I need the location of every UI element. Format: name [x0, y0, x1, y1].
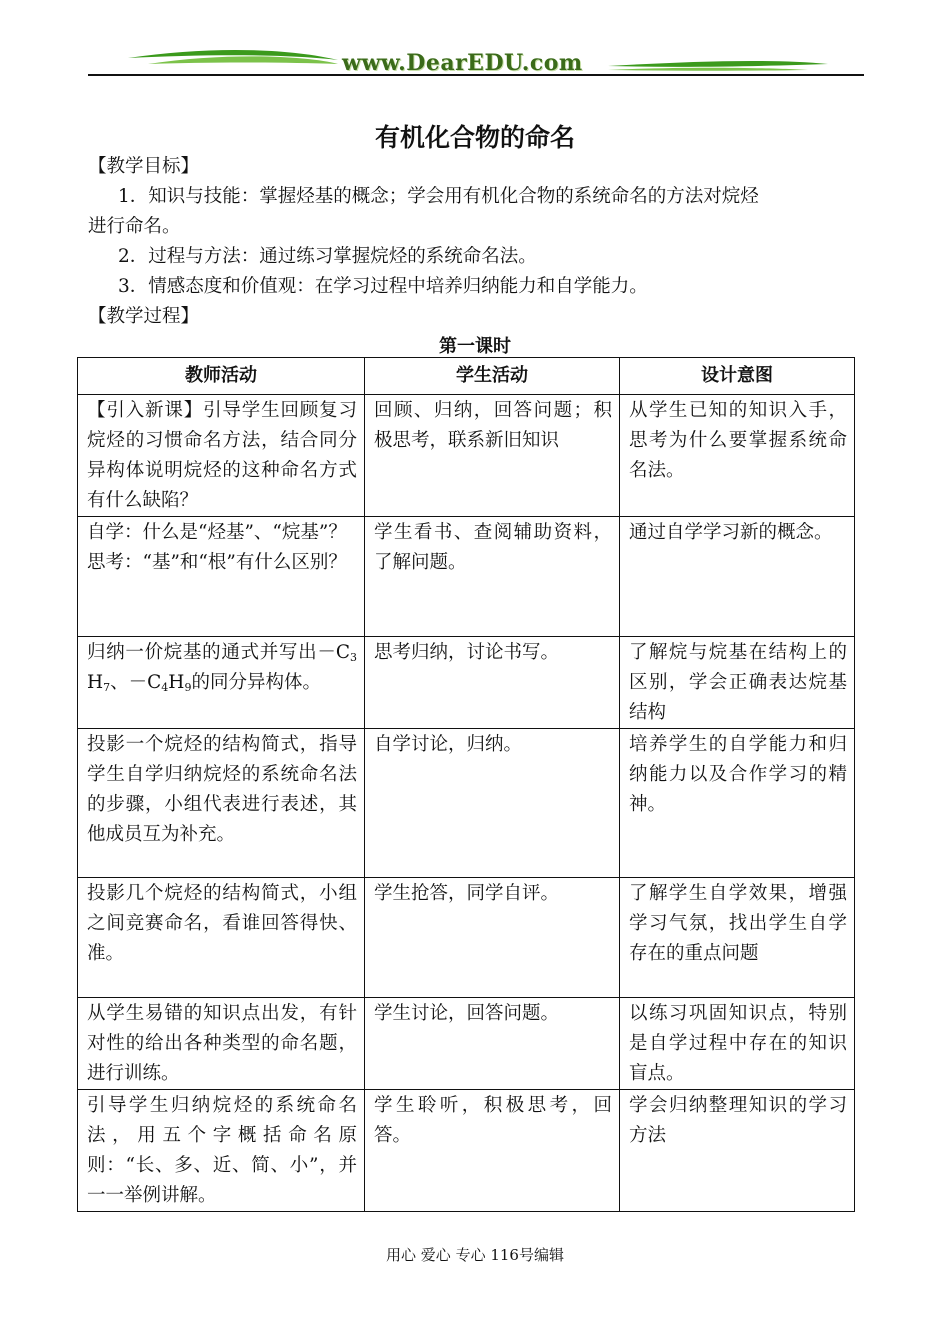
student-activity-cell: 学生讨论，回答问题。 — [365, 998, 620, 1090]
column-header-student: 学生活动 — [365, 358, 620, 395]
student-activity-cell: 学生聆听，积极思考，回答。 — [365, 1090, 620, 1212]
teacher-activity-cell: 从学生易错的知识点出发，有针对性的给出各种类型的命名题，进行训练。 — [78, 998, 365, 1090]
header-rule — [88, 74, 864, 76]
design-intent-cell: 通过自学学习新的概念。 — [620, 517, 855, 637]
formula-text: 归纳一价烷基的通式并写出－C — [87, 642, 350, 663]
objective-3: 3．情感态度和价值观：在学习过程中培养归纳能力和自学能力。 — [118, 276, 648, 297]
design-intent-cell: 了解学生自学效果，增强学习气氛，找出学生自学存在的重点问题 — [620, 878, 855, 998]
objective-1-line-2: 进行命名。 — [88, 216, 181, 237]
formula-subscript: 4 — [161, 681, 169, 694]
table-row — [78, 395, 855, 517]
formula-text: H — [87, 672, 104, 693]
teacher-activity-cell: 投影一个烷烃的结构简式，指导学生自学归纳烷烃的系统命名法的步骤，小组代表进行表述，其他成员互为补充。 — [78, 729, 365, 878]
teacher-activity-cell: 投影几个烷烃的结构简式，小组之间竞赛命名，看谁回答得快、准。 — [78, 878, 365, 998]
design-intent-cell: 培养学生的自学能力和归纳能力以及合作学习的精神。 — [620, 729, 855, 878]
table-row — [78, 517, 855, 637]
formula-text: H — [168, 672, 185, 693]
process-heading: 【教学过程】 — [88, 306, 200, 327]
lesson-title: 第一课时 — [439, 336, 511, 357]
teacher-activity-cell — [78, 637, 365, 729]
table-row — [78, 878, 855, 998]
design-intent-cell: 以练习巩固知识点，特别是自学过程中存在的知识盲点。 — [620, 998, 855, 1090]
student-activity-cell: 学生抢答，同学自评。 — [365, 878, 620, 998]
design-intent-cell: 从学生已知的知识入手，思考为什么要掌握系统命名法。 — [620, 395, 855, 517]
objective-2: 2．过程与方法：通过练习掌握烷烃的系统命名法。 — [118, 246, 537, 267]
page-footer: 用心 爱心 专心 116号编辑 — [386, 1246, 564, 1264]
student-activity-cell: 学生看书、查阅辅助资料，了解问题。 — [365, 517, 620, 637]
student-activity-cell: 自学讨论，归纳。 — [365, 729, 620, 878]
column-header-intent: 设计意图 — [620, 358, 855, 395]
table-row — [78, 998, 855, 1090]
design-intent-cell: 了解烷与烷基在结构上的区别，学会正确表达烷基结构 — [620, 637, 855, 729]
objective-1-line-1: 1．知识与技能：掌握烃基的概念；学会用有机化合物的系统命名的方法对烷烃 — [118, 186, 759, 207]
objectives-heading: 【教学目标】 — [88, 156, 200, 177]
teacher-activity-cell: 【引入新课】引导学生回顾复习烷烃的习惯命名方法，结合同分异构体说明烷烃的这种命名方式有什么缺陷？ — [78, 395, 365, 517]
table-row — [78, 637, 855, 729]
header-banner — [88, 44, 864, 78]
table-header-row — [78, 358, 855, 395]
formula-subscript: 3 — [350, 651, 357, 664]
lesson-table — [77, 357, 855, 1212]
student-activity-cell: 回顾、归纳，回答问题；积极思考，联系新旧知识 — [365, 395, 620, 517]
formula-subscript: 7 — [103, 681, 111, 694]
formula-subscript: 9 — [184, 681, 192, 694]
table-row — [78, 729, 855, 878]
teacher-activity-cell: 引导学生归纳烷烃的系统命名法，用五个字概括命名原则：“长、多、近、简、小”，并一一举例讲解。 — [78, 1090, 365, 1212]
teacher-activity-line: 自学：什么是“烃基”、“烷基”？ — [87, 522, 347, 543]
design-intent-cell: 学会归纳整理知识的学习方法 — [620, 1090, 855, 1212]
teacher-activity-cell — [78, 517, 365, 637]
site-logo-text: www.DearEDU.com — [342, 50, 583, 76]
student-activity-cell: 思考归纳，讨论书写。 — [365, 637, 620, 729]
column-header-teacher: 教师活动 — [78, 358, 365, 395]
document-title: 有机化合物的命名 — [374, 123, 575, 152]
formula-text: 、－C — [110, 672, 162, 693]
teacher-activity-line: 思考：“基”和“根”有什么区别？ — [87, 552, 347, 573]
formula-text: 的同分异构体。 — [191, 672, 321, 693]
table-row — [78, 1090, 855, 1212]
